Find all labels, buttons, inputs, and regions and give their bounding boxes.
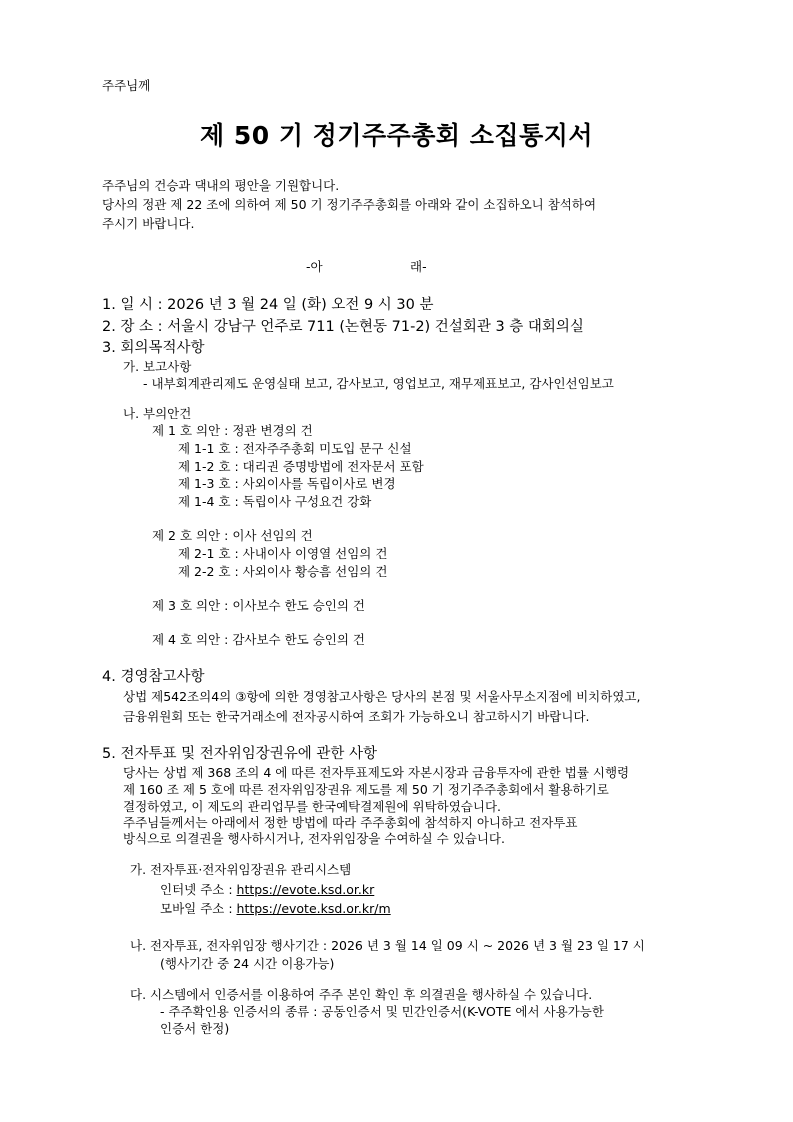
agenda-1-4: 제 1-4 호 : 독립이사 구성요건 강화 <box>178 494 372 509</box>
agenda-1: 제 1 호 의안 : 정관 변경의 건 <box>152 423 313 438</box>
section-4-line-1: 상법 제542조의4의 ③항에 의한 경영참고사항은 당사의 본점 및 서울사무소지점에 비치하였고, <box>123 689 641 704</box>
section-2-venue: 2. 장 소 : 서울시 강남구 언주로 711 (논현동 71-2) 건설회관 3 층 대회의실 <box>102 319 584 335</box>
voting-period-note: (행사기간 중 24 시간 이용가능) <box>160 956 335 971</box>
intro-line-2: 당사의 정관 제 22 조에 의하여 제 50 기 정기주주총회를 아래와 같이 소집하오니 참석하여 <box>102 197 597 212</box>
section-5-line-2: 제 160 조 제 5 호에 따른 전자위임장권유 제도를 제 50 기 정기주주총회에서 활용하기로 <box>123 782 609 797</box>
agenda-2-1: 제 2-1 호 : 사내이사 이영열 선임의 건 <box>178 546 388 561</box>
mobile-address-link[interactable]: https://evote.ksd.or.kr/m <box>236 901 391 916</box>
agenda-1-1: 제 1-1 호 : 전자주주총회 미도입 문구 신설 <box>178 441 412 456</box>
agenda-4: 제 4 호 의안 : 감사보수 한도 승인의 건 <box>152 632 366 647</box>
below-marker-left: -아 <box>306 259 323 274</box>
agenda-heading: 나. 부의안건 <box>123 406 192 421</box>
agenda-1-2: 제 1-2 호 : 대리권 증명방법에 전자문서 포함 <box>178 459 424 474</box>
mobile-address-label: 모바일 주소 : <box>160 901 237 916</box>
section-4-heading: 4. 경영참고사항 <box>102 669 205 685</box>
agenda-1-3: 제 1-3 호 : 사외이사를 독립이사로 변경 <box>178 476 396 491</box>
section-5-heading: 5. 전자투표 및 전자위임장권유에 관한 사항 <box>102 746 377 762</box>
section-5-line-5: 방식으로 의결권을 행사하시거나, 전자위임장을 수여하실 수 있습니다. <box>123 831 505 846</box>
intro-line-3: 주시기 바랍니다. <box>102 216 195 231</box>
internet-address-link[interactable]: https://evote.ksd.or.kr <box>236 882 375 897</box>
certificate-types-cont: 인증서 한정) <box>160 1021 230 1036</box>
agenda-2: 제 2 호 의안 : 이사 선임의 건 <box>152 528 313 543</box>
agenda-2-2: 제 2-2 호 : 사외이사 황승흠 선임의 건 <box>178 564 388 579</box>
below-marker-right: 래- <box>410 259 427 274</box>
report-heading: 가. 보고사항 <box>123 359 192 374</box>
agenda-3: 제 3 호 의안 : 이사보수 한도 승인의 건 <box>152 598 366 613</box>
system-heading: 가. 전자투표·전자위임장권유 관리시스템 <box>130 862 352 877</box>
certificate-line: 다. 시스템에서 인증서를 이용하여 주주 본인 확인 후 의결권을 행사하실 수 있습니다. <box>130 987 593 1002</box>
report-items: - 내부회계관리제도 운영실태 보고, 감사보고, 영업보고, 재무제표보고, 감사인선임보고 <box>143 376 614 391</box>
section-5-line-4: 주주님들께서는 아래에서 정한 방법에 따라 주주총회에 참석하지 아니하고 전자투표 <box>123 815 578 830</box>
section-3-heading: 3. 회의목적사항 <box>102 340 205 356</box>
section-5-line-1: 당사는 상법 제 368 조의 4 에 따른 전자투표제도와 자본시장과 금융투자에 관한 법률 시행령 <box>123 765 630 780</box>
internet-address-row <box>160 882 374 898</box>
section-5-line-3: 결정하였고, 이 제도의 관리업무를 한국예탁결제원에 위탁하였습니다. <box>123 799 501 814</box>
voting-period: 나. 전자투표, 전자위임장 행사기간 : 2026 년 3 월 14 일 09 시 ~ 2026 년 3 월 23 일 17 시 <box>130 938 645 953</box>
internet-address-label: 인터넷 주소 : <box>160 882 237 897</box>
section-1-datetime: 1. 일 시 : 2026 년 3 월 24 일 (화) 오전 9 시 30 분 <box>102 297 434 313</box>
page-title: 제 50 기 정기주주총회 소집통지서 <box>199 121 594 150</box>
section-4-line-2: 금융위원회 또는 한국거래소에 전자공시하여 조회가 가능하오니 참고하시기 바랍니다. <box>123 709 590 724</box>
intro-line-1: 주주님의 건승과 댁내의 평안을 기원합니다. <box>102 178 340 193</box>
salutation: 주주님께 <box>102 78 151 93</box>
certificate-types: - 주주확인용 인증서의 종류 : 공동인증서 및 민간인증서(K-VOTE 에서 사용가능한 <box>160 1004 604 1019</box>
mobile-address-row <box>160 901 391 917</box>
